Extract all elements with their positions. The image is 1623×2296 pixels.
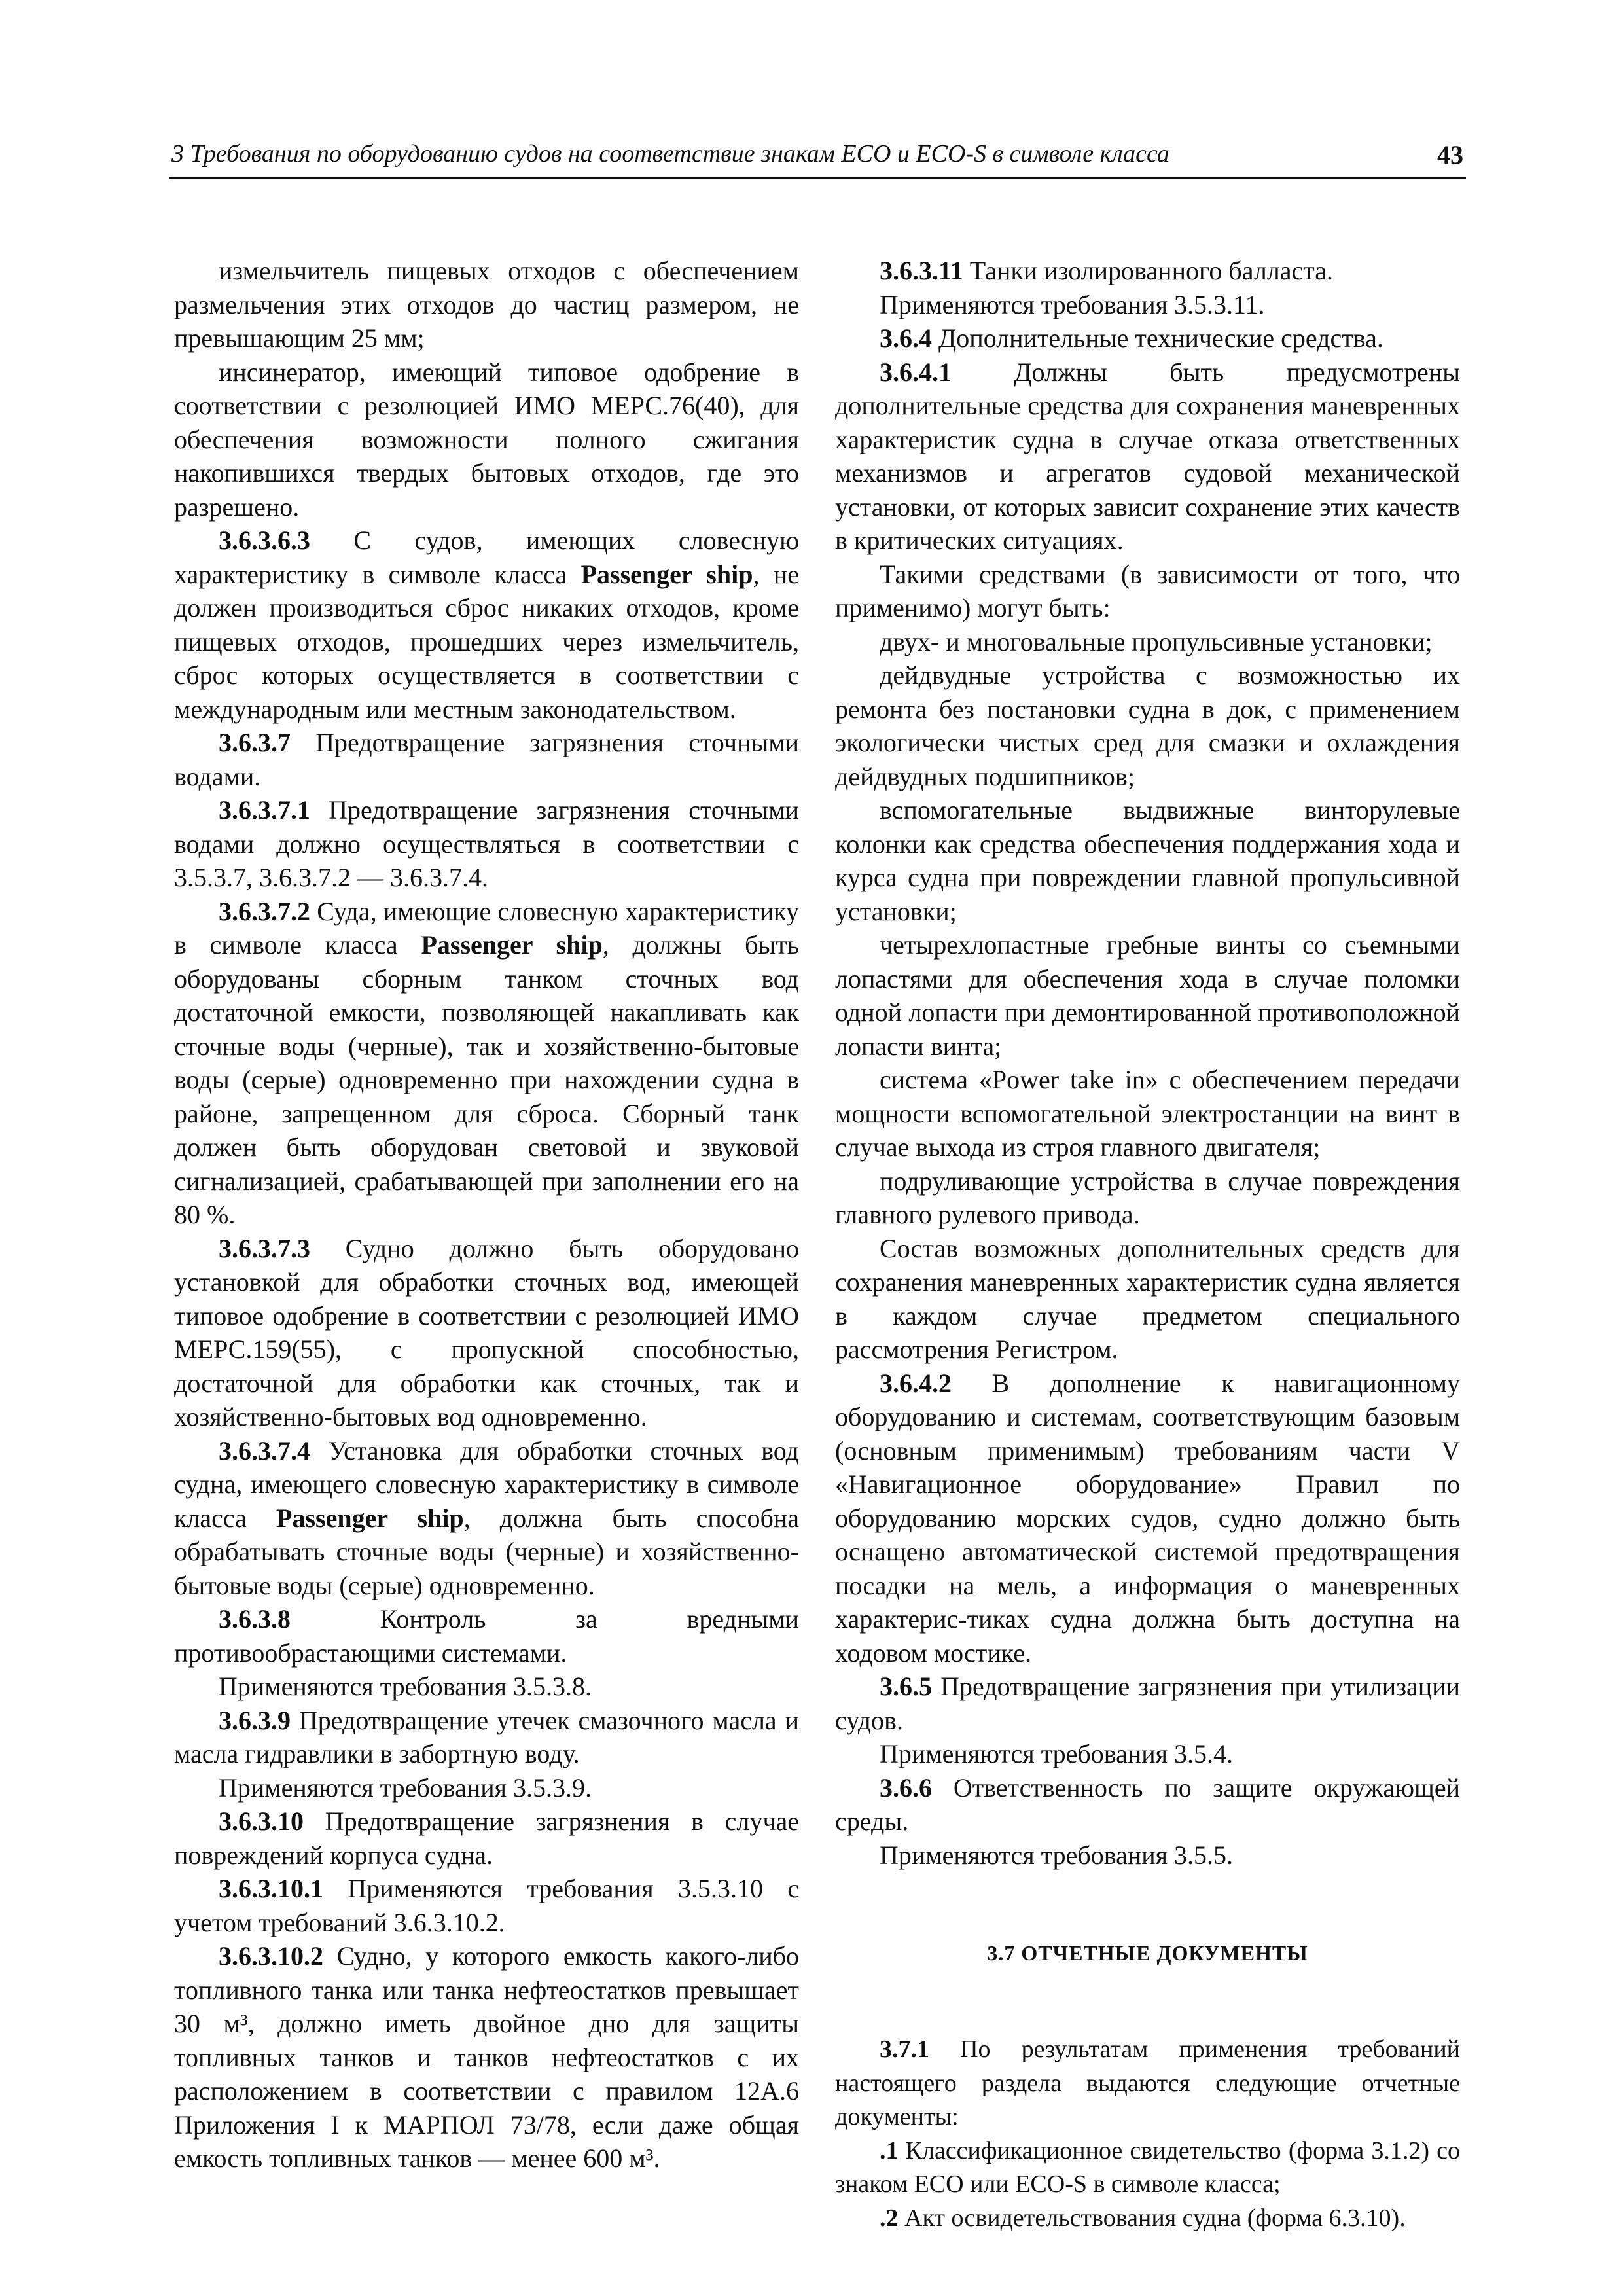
paragraph-text: подруливающие устройства в случае повреждения главного рулевого привода.	[835, 1166, 1460, 1229]
class-notation: Passenger ship	[580, 559, 753, 589]
paragraph-text: Предотвращение загрязнения в случае повреждений корпуса судна.	[174, 1806, 799, 1870]
paragraph	[174, 355, 799, 524]
paragraph-text: дейдвудные устройства с возможностью их ремонта без постановки судна в док, с применением экологически чистых сред для смазки и охлаждения дейдвудных подшипников;	[835, 660, 1460, 791]
clause-number: 3.6.3.6.3	[219, 526, 310, 555]
paragraph	[835, 625, 1460, 659]
paragraph	[174, 1872, 799, 1939]
paragraph-text: Контроль за вредными противообрастающими системами.	[174, 1604, 799, 1668]
class-notation: Passenger ship	[421, 930, 603, 960]
clause-number: 3.6.3.7.3	[219, 1233, 310, 1263]
right-text-column	[835, 254, 1460, 2235]
paragraph	[174, 254, 799, 355]
paragraph	[835, 1367, 1460, 1670]
paragraph-text: Предотвращение утечек смазочного масла и масла гидравлики в забортную воду.	[174, 1705, 799, 1768]
clause-number: 3.6.4.1	[880, 357, 952, 387]
clause-number: 3.6.3.8	[219, 1604, 291, 1634]
paragraph	[835, 2202, 1460, 2236]
paragraph-text: Судно должно быть оборудовано установкой для обработки сточных вод, имеющей типовое одобрение в соответствии с резолюцией ИМО МЕРС.159(55), с пропускной способностью, достаточной для обработки как сточных, так и хозяйственно-бытовых вод одновременно.	[174, 1233, 799, 1431]
paragraph	[835, 1063, 1460, 1164]
paragraph-text: С судов, имеющих словесную характеристику в символе класса	[174, 526, 799, 589]
paragraph	[835, 1839, 1460, 1873]
clause-number: 3.6.5	[880, 1672, 932, 1701]
paragraph-text: Предотвращение загрязнения сточными водами.	[174, 728, 799, 791]
page-number: 43	[1437, 140, 1463, 170]
paragraph-text: Такими средствами (в зависимости от того, что применимо) могут быть:	[835, 559, 1460, 622]
section-heading-3-7: 3.7 ОТЧЕТНЫЕ ДОКУМЕНТЫ	[987, 1941, 1308, 1965]
paragraph	[174, 1232, 799, 1434]
clause-number: 3.6.3.10	[219, 1806, 304, 1836]
paragraph-text: измельчитель пищевых отходов с обеспечением размельчения этих отходов до частиц размером, не превышающим 25 мм;	[174, 256, 799, 353]
clause-number: 3.6.3.10.1	[219, 1874, 323, 1903]
paragraph	[174, 1771, 799, 1805]
clause-number: 3.6.3.7.4	[219, 1435, 310, 1465]
paragraph	[835, 355, 1460, 558]
paragraph-text: Применяются требования 3.5.3.11.	[880, 289, 1265, 319]
clause-number: 3.6.6	[880, 1772, 932, 1803]
header-rule	[169, 177, 1466, 179]
clause-number: 3.6.3.7.2	[219, 896, 310, 926]
paragraph-text: В дополнение к навигационному оборудованию и системам, соответствующим базовым (основным применимым) требованиям части V «Навигационное оборудование» Правил по оборудованию морских судов, судно должно быть оснащено автоматической системой предотвращения посадки на мель, а информация о маневренных характерис-тиках судна должна быть доступна на ходовом мостике.	[835, 1368, 1460, 1668]
paragraph	[174, 1804, 799, 1872]
paragraph	[174, 1434, 799, 1603]
paragraph-text: четырехлопастные гребные винты со съемными лопастями для обеспечения хода в случае поломки одной лопасти при демонтированной противоположной лопасти винта;	[835, 930, 1460, 1061]
paragraph	[174, 726, 799, 793]
paragraph	[835, 254, 1460, 288]
paragraph	[835, 928, 1460, 1063]
paragraph	[835, 2033, 1460, 2134]
paragraph	[835, 1232, 1460, 1367]
left-text-column	[174, 254, 799, 2176]
paragraph	[835, 1164, 1460, 1232]
paragraph-text: Акт освидетельствования судна (форма 6.3.10).	[898, 2204, 1406, 2232]
clause-number: 3.6.4	[880, 323, 932, 353]
paragraph-text: Должны быть предусмотрены дополнительные средства для сохранения маневренных характеристик судна в случае отказа ответственных механизмов и агрегатов судовой механической установки, от которых зависит сохранение этих качеств в критических ситуациях.	[835, 357, 1460, 555]
paragraph-text: Применяются требования 3.5.5.	[880, 1840, 1234, 1870]
paragraph-text: система «Power take in» с обеспечением передачи мощности вспомогательной электростанции на винт в случае выхода из строя главного двигателя;	[835, 1065, 1460, 1162]
paragraph	[174, 524, 799, 726]
paragraph-text: Ответственность по защите окружающей среды.	[835, 1772, 1460, 1836]
paragraph-text: двух- и многовальные пропульсивные установки;	[880, 626, 1433, 656]
paragraph	[174, 1704, 799, 1771]
paragraph-text: Применяются требования 3.5.3.8.	[219, 1672, 592, 1701]
paragraph	[835, 1771, 1460, 1839]
paragraph-text: Классификационное свидетельство (форма 3.1.2) со знаком ECO или ECO-S в символе класса;	[835, 2136, 1460, 2198]
paragraph-text: Дополнительные технические средства.	[932, 323, 1383, 353]
paragraph	[174, 1670, 799, 1704]
clause-number: 3.6.3.11	[880, 256, 963, 285]
paragraph	[174, 895, 799, 1232]
paragraph	[835, 321, 1460, 355]
paragraph	[835, 1670, 1460, 1737]
paragraph-text: Применяются требования 3.5.4.	[880, 1739, 1234, 1768]
paragraph-text: Состав возможных дополнительных средств для сохранения маневренных характеристик судна является в каждом случае предметом специального рассмотрения Регистром.	[835, 1233, 1460, 1364]
paragraph-text: Применяются требования 3.5.3.9.	[219, 1772, 592, 1803]
clause-number: .1	[880, 2136, 899, 2164]
running-header-title: 3 Требования по оборудованию судов на соответствие знакам ECO и ECO-S в символе класса	[171, 140, 1169, 168]
paragraph-text: Судно, у которого емкость какого-либо топливного танка или танка нефтеостатков превышает 30 м³, должно иметь двойное дно для защиты топливных танков и танков нефтеостатков с их расположением в соответствии с правилом 12А.6 Приложения I к МАРПОЛ 73/78, если даже общая емкость топливных танков — менее 600 м³.	[174, 1941, 799, 2173]
paragraph	[835, 793, 1460, 928]
clause-number: 3.6.3.7.1	[219, 795, 310, 825]
paragraph-text: По результатам применения требований настоящего раздела выдаются следующие отчетные документы:	[835, 2036, 1460, 2130]
paragraph-text: Установка для обработки сточных вод судна, имеющего словесную характеристику в символе класса	[174, 1435, 799, 1533]
clause-number: 3.6.3.10.2	[219, 1941, 323, 1971]
paragraph-text: , должны быть оборудованы сборным танком сточных вод достаточной емкости, позволяющей накапливать как сточные воды (черные), так и хозяйственно-бытовые воды (серые) одновременно при нахождении судна в районе, запрещенном для сброса. Сборный танк должен быть оборудован световой и звуковой сигнализацией, срабатывающей при заполнении его на 80 %.	[174, 930, 800, 1229]
paragraph	[174, 1602, 799, 1670]
paragraph-text: инсинератор, имеющий типовое одобрение в соответствии с резолюцией ИМО МЕРС.76(40), для обеспечения возможности полного сжигания накопившихся твердых бытовых отходов, где это разрешено.	[174, 357, 799, 522]
paragraph-text: Предотвращение загрязнения сточными водами должно осуществляться в соответствии с 3.5.3.7, 3.6.3.7.2 — 3.6.3.7.4.	[174, 795, 799, 892]
paragraph-text: вспомогательные выдвижные винторулевые колонки как средства обеспечения поддержания хода и курса судна при повреждении главной пропульсивной установки;	[835, 795, 1460, 926]
paragraph-text: , должна быть способна обрабатывать сточные воды (черные) и хозяйственно-бытовые воды (серые) одновременно.	[174, 1503, 800, 1600]
clause-number: .2	[880, 2204, 899, 2232]
paragraph-text: Суда, имеющие словесную характеристику в символе класса	[174, 896, 799, 960]
clause-number: 3.6.3.7	[219, 728, 291, 757]
paragraph-text: Применяются требования 3.5.3.10 с учетом требований 3.6.3.10.2.	[174, 1874, 799, 1937]
clause-number: 3.6.3.9	[219, 1705, 291, 1735]
right-column-paragraphs	[835, 254, 1460, 1872]
paragraph	[174, 1939, 799, 2176]
paragraph-text: , не должен производиться сброс никаких отходов, кроме пищевых отходов, прошедших через измельчитель, сброс которых осуществляется в соответствии с международным или местным законодательством.	[174, 559, 799, 724]
paragraph	[835, 2134, 1460, 2202]
section-3-7-paragraphs	[835, 2033, 1460, 2235]
paragraph-text: Танки изолированного балласта.	[963, 256, 1333, 285]
paragraph	[835, 558, 1460, 625]
clause-number: 3.6.4.2	[880, 1368, 952, 1398]
paragraph-text: Предотвращение загрязнения при утилизации судов.	[835, 1672, 1460, 1735]
class-notation: Passenger ship	[276, 1503, 464, 1533]
paragraph	[835, 658, 1460, 793]
paragraph	[835, 288, 1460, 322]
paragraph	[174, 793, 799, 895]
clause-number: 3.7.1	[880, 2036, 929, 2063]
paragraph	[835, 1737, 1460, 1771]
